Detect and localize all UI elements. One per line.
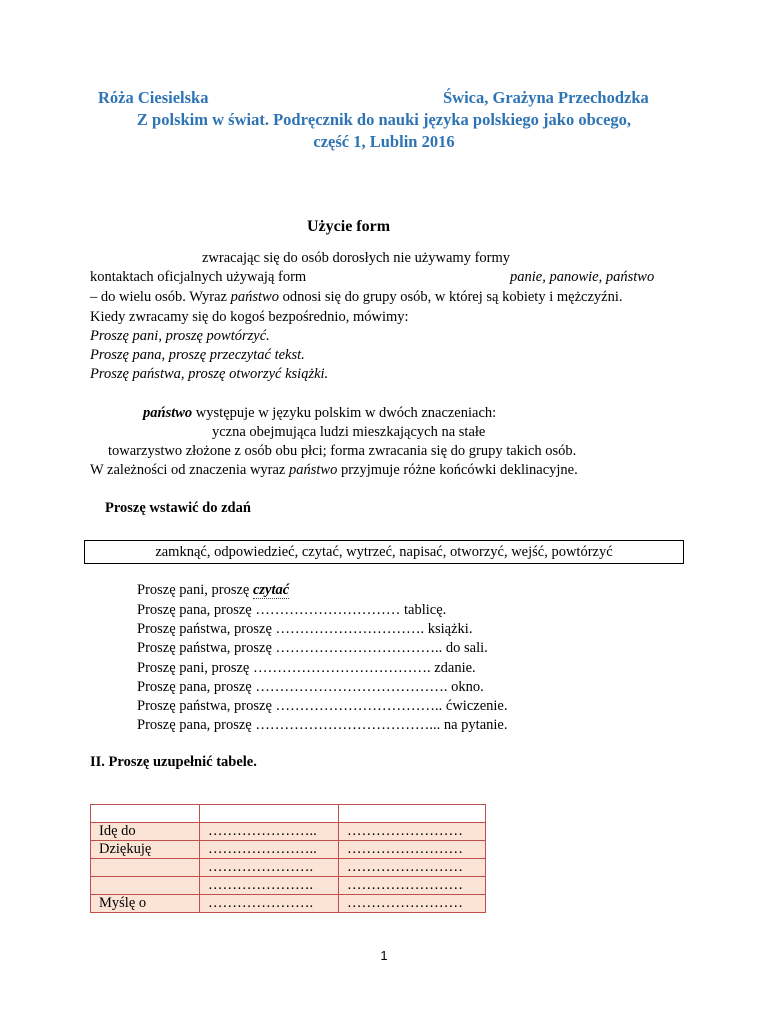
example-3: Proszę państwa, proszę otworzyć książki. [90,366,329,382]
table-row [91,877,486,895]
table-cell: …………………… [339,859,486,877]
paragraph1-line1: zwracając się do osób dorosłych nie używamy formy [202,250,511,266]
table-cell: Idę do [91,823,200,841]
table-cell [339,805,486,823]
table-cell [91,805,200,823]
table-cell: Dziękuję [91,841,200,859]
table-row [91,859,486,877]
table-row [91,841,486,859]
paragraph1-line4: Kiedy zwracamy się do kogoś bezpośrednio, mówimy: [90,309,409,325]
table-row [91,895,486,913]
page-number: 1 [380,948,388,963]
book-title-line2: część 1, Lublin 2016 [313,132,455,151]
paragraph1-line2a: kontaktach oficjalnych używają form [90,269,307,285]
example-1: Proszę pani, proszę powtórzyć. [90,328,270,344]
paragraph2-line4: W zależności od znaczenia wyraz państwo przyjmuje różne końcówki deklinacyjne. [90,462,578,478]
table-cell [91,859,200,877]
paragraph1-line2b: panie, panowie, państwo [510,269,655,285]
author-left: Róża Ciesielska [98,88,209,107]
word-bank: zamknąć, odpowiedzieć, czytać, wytrzeć, napisać, otworzyć, wejść, powtórzyć [155,544,613,560]
table-cell: …………………… [339,823,486,841]
example-2: Proszę pana, proszę przeczytać tekst. [90,347,305,363]
declension-table [90,804,486,913]
exercise1-line-6: Proszę pana, proszę …………………………………. okno. [137,679,484,695]
table-cell: …………………. [200,877,339,895]
author-right: Świca, Grażyna Przechodzka [443,88,649,107]
table-cell: …………………. [200,895,339,913]
exercise1-line-4: Proszę państwa, proszę …………………………….. do sali. [137,640,488,656]
table-cell: ………………….. [200,823,339,841]
example-answer: czytać [252,582,290,598]
table-cell: …………………… [339,895,486,913]
table-cell: …………………. [200,859,339,877]
exercise1-line-5: Proszę pani, proszę ………………………………. zdanie. [137,660,476,676]
table-row [91,823,486,841]
section-heading: Użycie form [307,218,391,235]
table-cell [91,877,200,895]
word-bank-box [84,540,684,564]
exercise1-line-2: Proszę pana, proszę ………………………… tablicę. [137,602,447,618]
paragraph2-line2: yczna obejmująca ludzi mieszkających na stałe [212,424,486,440]
paragraph2-line3: towarzystwo złożone z osób obu płci; forma zwracania się do grupy takich osób. [108,443,577,459]
exercise1-line-1: Proszę pani, proszę czytać [137,582,290,598]
table-cell: …………………… [339,877,486,895]
paragraph2-line1: państwo występuje w języku polskim w dwóch znaczeniach: [143,405,497,421]
table-cell: …………………… [339,841,486,859]
book-title-line1: Z polskim w świat. Podręcznik do nauki języka polskiego jako obcego, [136,110,632,129]
exercise1-line-3: Proszę państwa, proszę …………………………. książki. [137,621,473,637]
table-row [91,805,486,823]
table-cell [200,805,339,823]
exercise1-line-7: Proszę państwa, proszę …………………………….. ćwiczenie. [137,698,508,714]
table-cell: Myślę o [91,895,200,913]
paragraph1-line3: – do wielu osób. Wyraz państwo odnosi się do grupy osób, w której są kobiety i mężczyźni. [90,289,623,305]
exercise1-line-8: Proszę pana, proszę ………………………………... na pytanie. [137,717,508,733]
exercise2-heading: II. Proszę uzupełnić tabele. [90,754,257,770]
table-cell: ………………….. [200,841,339,859]
exercise1-heading: Proszę wstawić do zdań [105,500,251,516]
